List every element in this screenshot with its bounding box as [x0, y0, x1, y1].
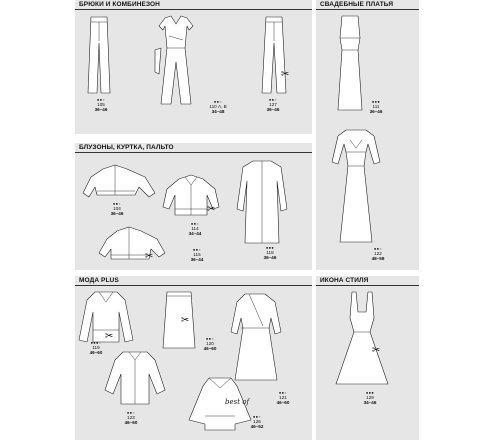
difficulty-dots: ●●●: [112, 201, 122, 206]
difficulty-dots: ●●●: [268, 97, 278, 102]
best-of-badge: best of: [225, 398, 250, 406]
model-label-126: ●●● 126 46–52: [245, 414, 269, 430]
difficulty-dots: ●●●: [252, 414, 262, 419]
section-title: БРЮКИ И КОМБИНЕЗОН: [79, 1, 160, 8]
scissors-icon: ✂: [105, 331, 114, 342]
section-wedding: [316, 0, 419, 270]
scissors-icon: ✂: [281, 69, 290, 80]
model-label-129: ●●● 129 34–46: [358, 390, 382, 406]
section-plus: [75, 276, 312, 440]
coat-sketch: [235, 159, 289, 245]
section-title: МОДА PLUS: [79, 277, 119, 284]
section-blouses: [75, 143, 312, 270]
trousers-sketch: [85, 13, 113, 95]
scissors-icon: ✂: [372, 345, 381, 356]
model-label-114: ●●● 114 34–44: [183, 221, 207, 237]
shirt-sketch: [103, 350, 167, 406]
wrap-dress-sketch: [227, 292, 285, 382]
model-label-105: ●●● 105 36–46: [89, 97, 113, 113]
difficulty-dots: ●●●: [371, 99, 381, 104]
difficulty-dots: ●●●: [190, 221, 200, 226]
difficulty-dots: ●●●: [126, 410, 136, 415]
section-icon: [316, 276, 419, 440]
model-label-115: ●●● 115 36–44: [185, 247, 209, 263]
section-title: БЛУЗОНЫ, КУРТКА, ПАЛЬТО: [79, 144, 174, 151]
section-trousers: [75, 0, 312, 134]
difficulty-dots: ●●●: [278, 390, 288, 395]
model-label-118: ●●● 118 36–46: [258, 245, 282, 261]
model-label-104: ●●● 104 36–46: [105, 201, 129, 217]
gown-sketch: [320, 126, 392, 244]
model-label-121: ●●● 121 46–60: [271, 390, 295, 406]
model-label-120: ●●● 120 46–60: [198, 336, 222, 352]
model-label-110: ●●● 110 А, В 34–48: [203, 99, 233, 115]
difficulty-dots: ●●●●: [90, 340, 102, 345]
difficulty-dots: ●●●: [213, 99, 223, 104]
model-label-123: ●●● 123 46–60: [119, 410, 143, 426]
model-label-127: ●●● 127 36–46: [260, 97, 286, 113]
dress-sketch: [330, 290, 394, 390]
blouson-sketch: [83, 163, 157, 201]
skirt-sketch: [161, 290, 197, 350]
difficulty-dots: ●●●: [265, 245, 275, 250]
blouson-sketch: [99, 227, 167, 263]
difficulty-dots: ●●●: [192, 247, 202, 252]
model-label-122: ●●● 122 48–58: [366, 246, 390, 262]
model-label-119: ●●●● 119 46–60: [71, 340, 121, 356]
dress-sketch: [328, 14, 372, 112]
jumpsuit-sketch: [151, 14, 201, 106]
model-label-111: ●●● 111 36–46: [364, 99, 388, 115]
difficulty-dots: ●●●: [205, 336, 215, 341]
difficulty-dots: ●●●: [96, 97, 106, 102]
section-title: ИКОНА СТИЛЯ: [320, 277, 369, 284]
scissors-icon: ✂: [181, 315, 190, 326]
scissors-icon: ✂: [207, 204, 216, 215]
section-title: СВАДЕБНЫЕ ПЛАТЬЯ: [320, 1, 394, 8]
difficulty-dots: ●●●: [373, 246, 383, 251]
scissors-icon: ✂: [145, 251, 154, 262]
trousers-sketch: [259, 13, 289, 95]
difficulty-dots: ●●●: [365, 390, 375, 395]
